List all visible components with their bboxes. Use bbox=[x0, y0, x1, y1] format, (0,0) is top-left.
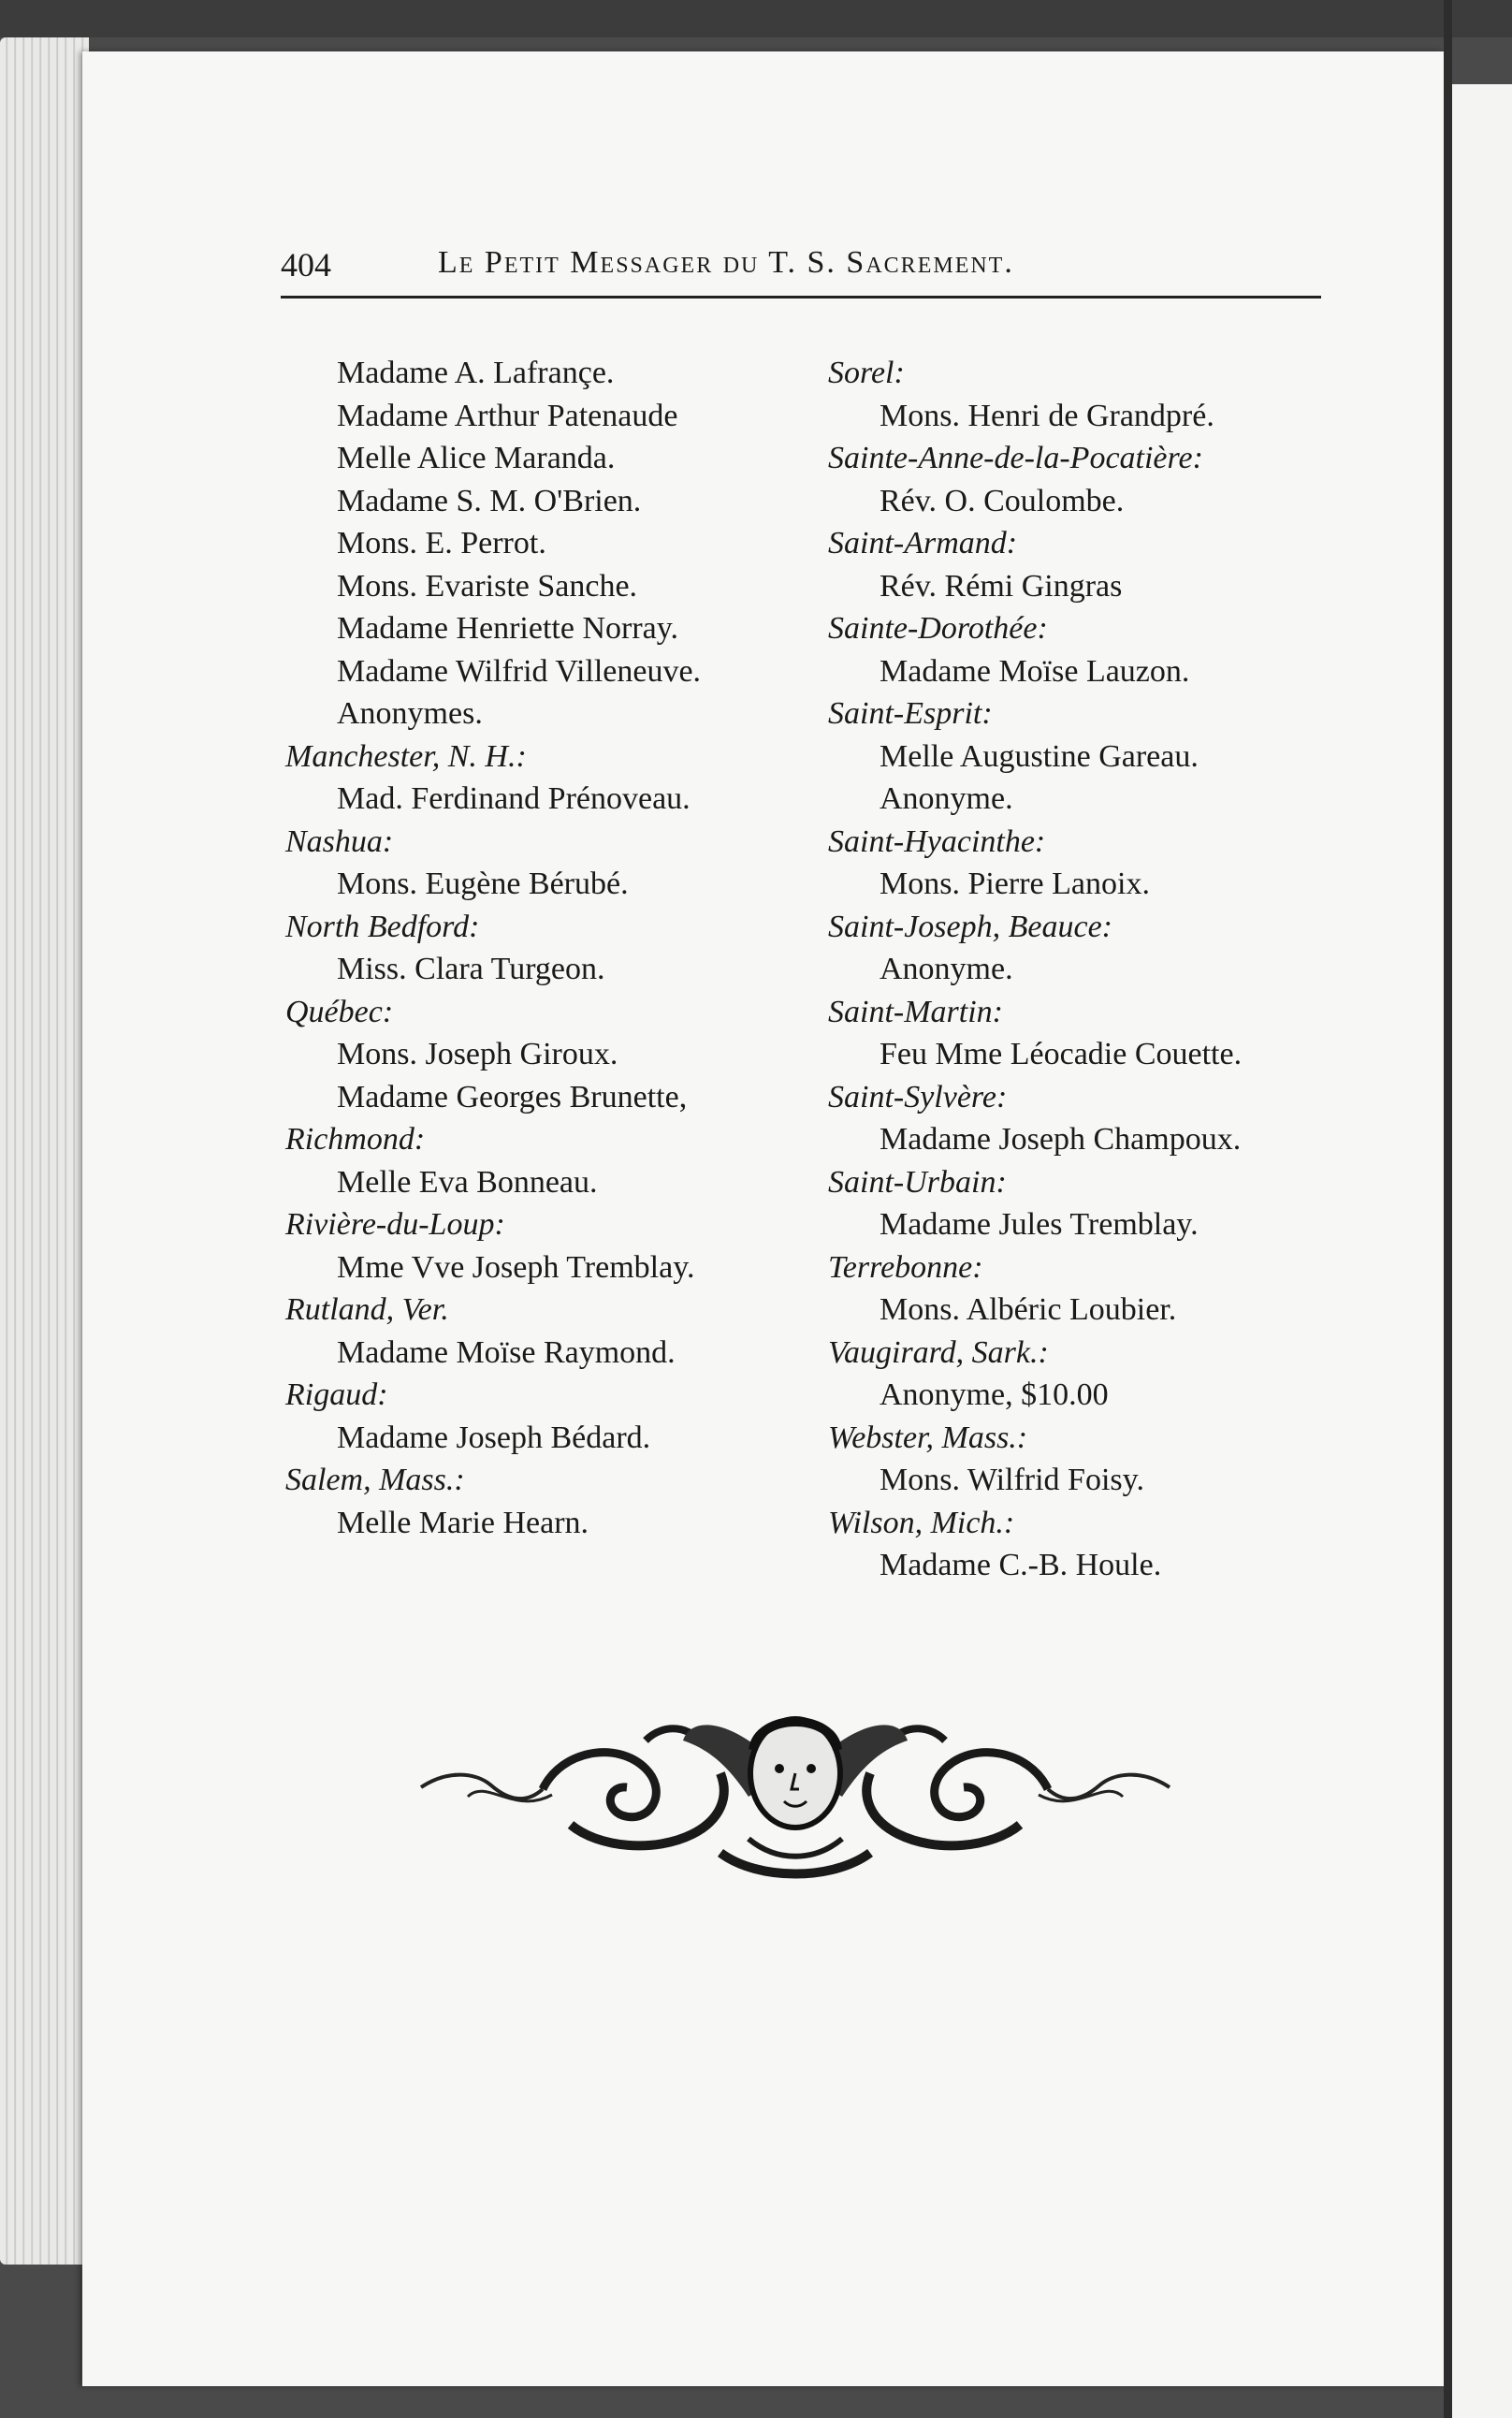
donor-name: Madame Wilfrid Villeneuve. bbox=[337, 653, 702, 689]
place-heading: Rivière-du-Loup: bbox=[285, 1207, 505, 1242]
place-heading: Saint-Armand: bbox=[828, 526, 1018, 561]
donor-name: Madame Jules Tremblay. bbox=[880, 1207, 1199, 1242]
donor-name: Madame Moïse Raymond. bbox=[337, 1334, 676, 1370]
donor-name: Rév. Rémi Gingras bbox=[880, 568, 1123, 604]
donor-name: Madame Joseph Bédard. bbox=[337, 1420, 651, 1455]
donor-name: Madame A. Lafrançe. bbox=[337, 356, 615, 390]
donor-name: Madame C.-B. Houle. bbox=[880, 1548, 1162, 1582]
place-heading: Webster, Mass.: bbox=[828, 1420, 1028, 1455]
donor-name: Madame Moïse Lauzon. bbox=[880, 653, 1190, 689]
donor-name: Mons. Pierre Lanoix. bbox=[880, 867, 1150, 901]
place-heading: Wilson, Mich.: bbox=[828, 1505, 1015, 1540]
donor-name: Madame Henriette Norray. bbox=[337, 611, 679, 646]
donor-name: Mons. Joseph Giroux. bbox=[337, 1037, 618, 1071]
donor-name: Anonyme, $10.00 bbox=[880, 1377, 1109, 1412]
donor-name: Mad. Ferdinand Prénoveau. bbox=[337, 781, 691, 816]
place-heading: Manchester, N. H.: bbox=[285, 738, 527, 774]
donor-name: Melle Marie Hearn. bbox=[337, 1505, 589, 1540]
right-column bbox=[828, 352, 1352, 1587]
donor-name: Anonyme. bbox=[880, 952, 1013, 986]
place-heading: Sorel: bbox=[828, 356, 905, 390]
page-number: 404 bbox=[281, 246, 331, 284]
donor-name: Feu Mme Léocadie Couette. bbox=[880, 1037, 1243, 1071]
place-heading: North Bedford: bbox=[285, 909, 480, 944]
donor-name: Anonyme. bbox=[880, 781, 1013, 816]
place-heading: Nashua: bbox=[285, 823, 394, 859]
place-heading: Saint-Esprit: bbox=[828, 696, 993, 731]
place-heading: Richmond: bbox=[285, 1122, 426, 1157]
book-gutter bbox=[1444, 0, 1452, 2418]
donor-name: Melle Alice Maranda. bbox=[337, 441, 616, 475]
donor-name: Mons. Eugène Bérubé. bbox=[337, 867, 629, 901]
place-heading: Sainte-Anne-de-la-Pocatière: bbox=[828, 441, 1203, 475]
place-heading: Saint-Urbain: bbox=[828, 1164, 1007, 1200]
place-heading: Saint-Martin: bbox=[828, 994, 1003, 1029]
page-edges bbox=[0, 37, 89, 2265]
donor-name: Madame S. M. O'Brien. bbox=[337, 483, 642, 518]
left-column bbox=[285, 352, 809, 1544]
donor-name: Mme Vve Joseph Tremblay. bbox=[337, 1249, 695, 1285]
donor-name: Melle Augustine Gareau. bbox=[880, 738, 1199, 774]
place-heading: Saint-Joseph, Beauce: bbox=[828, 909, 1112, 944]
donor-name: Madame Georges Brunette, bbox=[337, 1079, 688, 1114]
donor-name: Madame Joseph Champoux. bbox=[880, 1122, 1242, 1157]
place-heading: Saint-Hyacinthe: bbox=[828, 823, 1046, 859]
scan-background bbox=[0, 0, 1512, 37]
running-title: Le Petit Messager du T. S. Sacrement. bbox=[438, 245, 1014, 280]
donor-name: Miss. Clara Turgeon. bbox=[337, 952, 605, 986]
place-heading: Terrebonne: bbox=[828, 1249, 983, 1285]
cherub-scroll-ornament-icon bbox=[412, 1684, 1179, 1886]
facing-page-edge bbox=[1452, 84, 1512, 2418]
donor-name: Mons. Wilfrid Foisy. bbox=[880, 1463, 1144, 1497]
place-heading: Rutland, Ver. bbox=[285, 1292, 449, 1327]
running-header bbox=[281, 245, 1321, 299]
donor-name: Anonymes. bbox=[337, 696, 483, 731]
place-heading: Vaugirard, Sark.: bbox=[828, 1334, 1049, 1370]
donor-name: Rév. O. Coulombe. bbox=[880, 483, 1125, 518]
donor-name: Melle Eva Bonneau. bbox=[337, 1164, 598, 1200]
donor-name: Mons. Henri de Grandpré. bbox=[880, 398, 1214, 433]
place-heading: Salem, Mass.: bbox=[285, 1463, 465, 1497]
donor-name: Mons. E. Perrot. bbox=[337, 526, 546, 561]
place-heading: Québec: bbox=[285, 994, 394, 1029]
donor-name: Madame Arthur Patenaude bbox=[337, 398, 678, 433]
donor-name: Mons. Albéric Loubier. bbox=[880, 1292, 1177, 1327]
donor-name: Mons. Evariste Sanche. bbox=[337, 568, 638, 604]
place-heading: Rigaud: bbox=[285, 1377, 388, 1412]
place-heading: Sainte-Dorothée: bbox=[828, 611, 1048, 646]
place-heading: Saint-Sylvère: bbox=[828, 1079, 1008, 1114]
